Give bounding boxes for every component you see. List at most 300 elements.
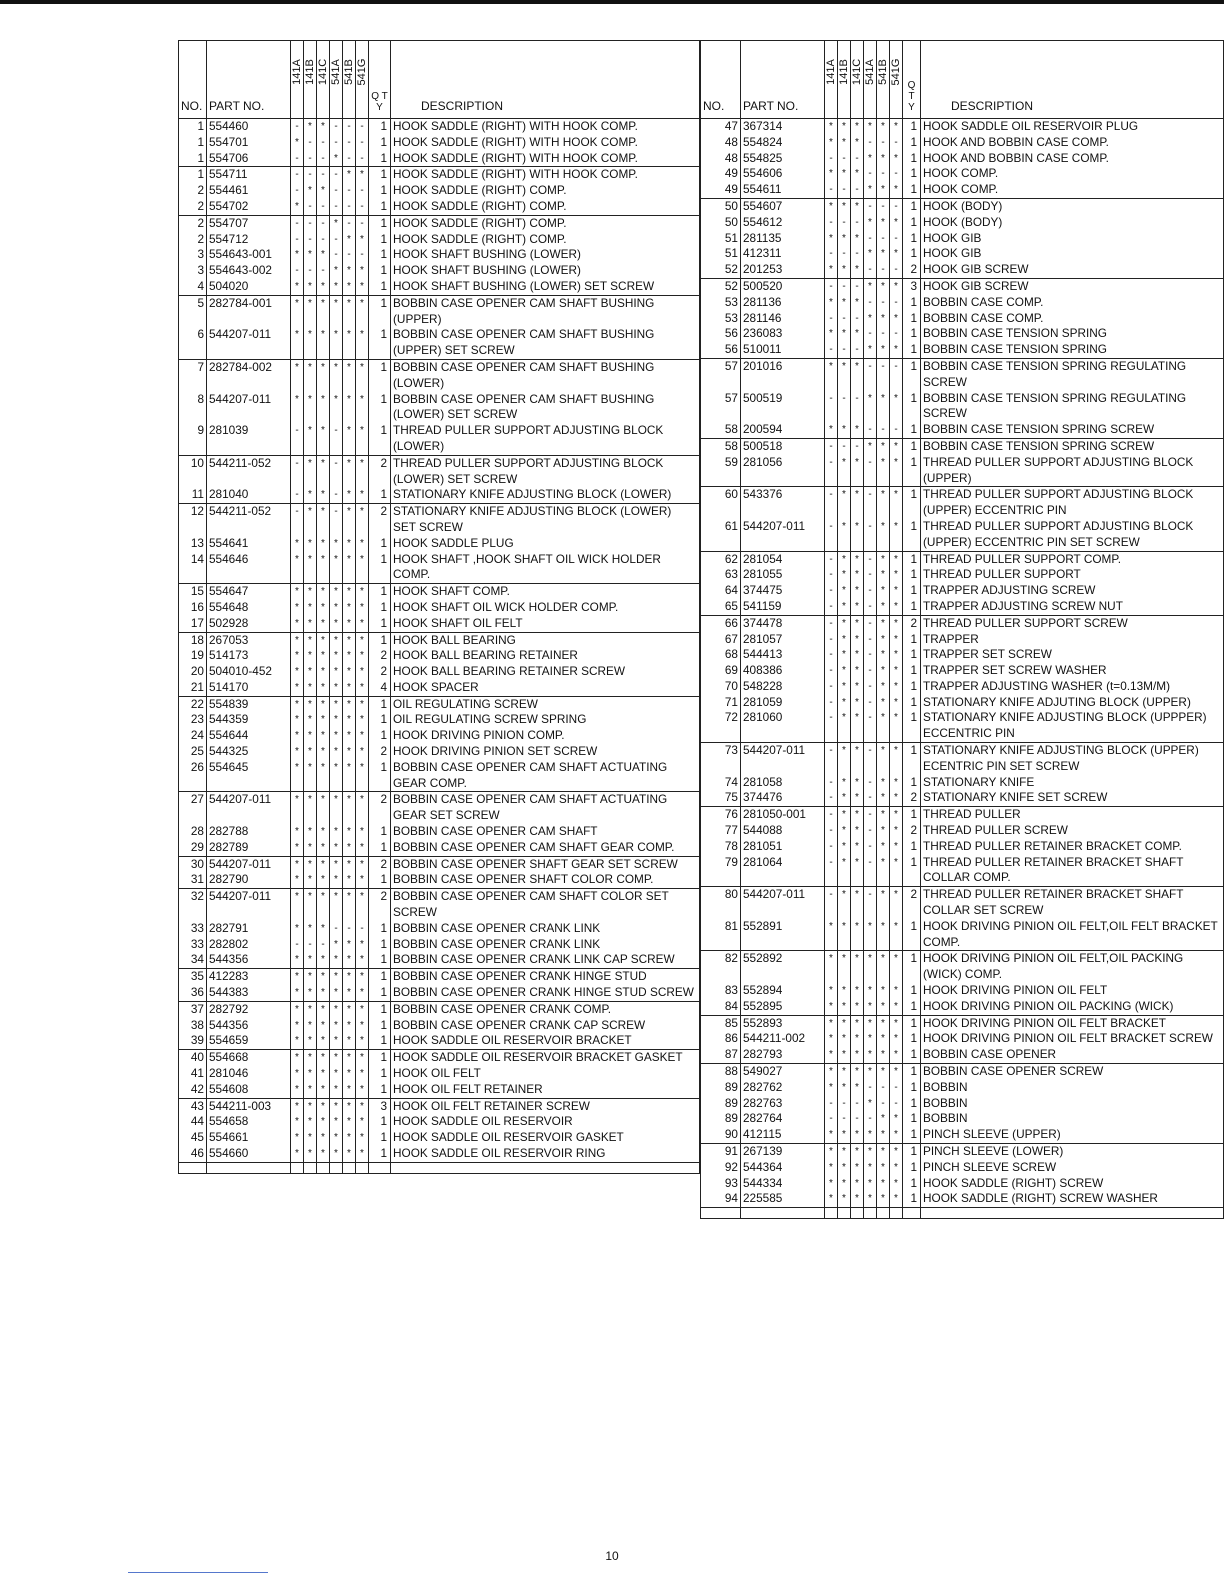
item-no: 23: [179, 712, 207, 728]
model-mark: -: [317, 215, 330, 231]
item-no: 53: [701, 295, 741, 311]
item-no: 8: [179, 392, 207, 424]
item-no: 12: [179, 504, 207, 536]
item-no: 27: [179, 792, 207, 824]
model-mark: *: [851, 1160, 864, 1176]
description: THREAD PULLER SUPPORT ADJUSTING BLOCK (UPPER): [921, 455, 1224, 487]
empty-cell: [890, 1208, 903, 1219]
model-mark: *: [890, 1191, 903, 1207]
model-mark: *: [356, 1130, 369, 1146]
item-no: 94: [701, 1191, 741, 1207]
table-row: [179, 423, 700, 455]
quantity: 1: [369, 985, 391, 1001]
model-mark: *: [304, 600, 317, 616]
model-mark: *: [877, 182, 890, 198]
model-mark: -: [864, 679, 877, 695]
model-mark: *: [890, 182, 903, 198]
description: HOOK SHAFT OIL FELT: [391, 616, 700, 632]
quantity: 1: [903, 438, 921, 454]
model-mark: *: [356, 985, 369, 1001]
model-mark: *: [304, 1050, 317, 1066]
model-mark: -: [890, 1080, 903, 1096]
model-mark: -: [825, 567, 838, 583]
quantity: 1: [369, 952, 391, 968]
model-mark: *: [825, 166, 838, 182]
model-mark: *: [330, 712, 343, 728]
model-mark: *: [317, 295, 330, 327]
quantity: 2: [903, 823, 921, 839]
quantity: 2: [369, 856, 391, 872]
quantity: 1: [369, 279, 391, 295]
item-no: 21: [179, 680, 207, 696]
model-mark: -: [343, 921, 356, 937]
model-mark: -: [838, 182, 851, 198]
quantity: 1: [903, 567, 921, 583]
model-mark: *: [825, 119, 838, 135]
item-no: 42: [179, 1082, 207, 1098]
model-mark: *: [304, 969, 317, 985]
model-mark: *: [356, 824, 369, 840]
model-mark: *: [304, 952, 317, 968]
item-no: 1: [179, 135, 207, 151]
quantity: 1: [369, 584, 391, 600]
part-no: 281054: [741, 551, 825, 567]
description: PINCH SLEEVE (UPPER): [921, 1127, 1224, 1143]
model-mark: *: [343, 584, 356, 600]
model-mark: -: [343, 215, 356, 231]
model-mark: *: [825, 1015, 838, 1031]
model-mark: *: [291, 616, 304, 632]
model-mark: *: [877, 246, 890, 262]
table-row: [701, 455, 1224, 487]
part-no: 282792: [207, 1001, 291, 1017]
model-mark: -: [864, 663, 877, 679]
quantity: 1: [903, 246, 921, 262]
model-mark: -: [291, 183, 304, 199]
model-mark: *: [838, 326, 851, 342]
item-no: 74: [701, 775, 741, 791]
item-no: 70: [701, 679, 741, 695]
model-mark: *: [304, 584, 317, 600]
part-no: 548228: [741, 679, 825, 695]
item-no: 24: [179, 728, 207, 744]
model-mark: *: [343, 552, 356, 584]
model-mark: -: [890, 166, 903, 182]
part-no: 408386: [741, 663, 825, 679]
item-no: 25: [179, 744, 207, 760]
model-mark: *: [356, 392, 369, 424]
quantity: 2: [903, 790, 921, 806]
table-row: [701, 311, 1224, 327]
model-mark: *: [330, 872, 343, 888]
model-mark: -: [864, 743, 877, 775]
model-mark: *: [304, 1130, 317, 1146]
model-mark: *: [304, 327, 317, 359]
table-row: [701, 743, 1224, 775]
model-mark: *: [330, 295, 343, 327]
model-mark: *: [291, 600, 304, 616]
model-mark: *: [356, 680, 369, 696]
model-mark: -: [330, 135, 343, 151]
model-mark: *: [330, 632, 343, 648]
model-mark: -: [317, 199, 330, 215]
model-mark: *: [291, 648, 304, 664]
quantity: 1: [903, 743, 921, 775]
empty-cell: [921, 1208, 1224, 1219]
item-no: 3: [179, 247, 207, 263]
part-no: 281146: [741, 311, 825, 327]
model-mark: -: [825, 342, 838, 358]
table-row: [179, 1050, 700, 1066]
quantity: 1: [903, 151, 921, 167]
model-mark: *: [877, 710, 890, 742]
model-mark: -: [864, 295, 877, 311]
table-row: [701, 1160, 1224, 1176]
model-mark: *: [890, 855, 903, 887]
quantity: 1: [903, 1064, 921, 1080]
model-mark: *: [343, 824, 356, 840]
model-mark: *: [356, 1050, 369, 1066]
model-mark: -: [851, 1096, 864, 1112]
model-mark: *: [877, 647, 890, 663]
table-row: [179, 151, 700, 167]
model-mark: *: [291, 696, 304, 712]
item-no: 51: [701, 246, 741, 262]
quantity: 1: [903, 358, 921, 390]
model-mark: -: [343, 199, 356, 215]
model-mark: *: [330, 728, 343, 744]
model-mark: -: [825, 710, 838, 742]
table-header: [179, 41, 700, 119]
model-mark: *: [864, 342, 877, 358]
empty-cell: [179, 1162, 207, 1173]
quantity: 1: [369, 232, 391, 248]
model-mark: *: [356, 696, 369, 712]
model-mark: *: [317, 760, 330, 792]
model-mark: *: [851, 487, 864, 519]
model-mark: -: [304, 167, 317, 183]
table-row: [179, 872, 700, 888]
model-mark: *: [838, 358, 851, 390]
item-no: 16: [179, 600, 207, 616]
model-mark: -: [851, 311, 864, 327]
model-mark: *: [317, 969, 330, 985]
model-mark: *: [317, 1001, 330, 1017]
model-mark: *: [343, 712, 356, 728]
description: HOOK DRIVING PINION OIL FELT,OIL PACKING (WICK) COMP.: [921, 951, 1224, 983]
part-no: 374478: [741, 615, 825, 631]
table-row: [701, 663, 1224, 679]
model-mark: -: [838, 1096, 851, 1112]
quantity: 2: [369, 648, 391, 664]
model-mark: *: [291, 247, 304, 263]
part-no: 544356: [207, 952, 291, 968]
description: HOOK GIB SCREW: [921, 278, 1224, 294]
description: HOOK GIB: [921, 231, 1224, 247]
model-mark: -: [864, 632, 877, 648]
model-mark: *: [864, 182, 877, 198]
description: HOOK OIL FELT RETAINER SCREW: [391, 1098, 700, 1114]
model-mark: *: [838, 1127, 851, 1143]
model-mark: *: [890, 710, 903, 742]
model-mark: -: [864, 710, 877, 742]
quantity: 1: [903, 1144, 921, 1160]
item-no: 58: [701, 422, 741, 438]
table-row: [701, 295, 1224, 311]
empty-cell: [304, 1162, 317, 1173]
model-mark: *: [343, 1146, 356, 1162]
item-no: 67: [701, 632, 741, 648]
quantity: 1: [903, 599, 921, 615]
model-mark: *: [356, 359, 369, 391]
part-no: 554641: [207, 536, 291, 552]
model-mark: *: [877, 999, 890, 1015]
quantity: 1: [369, 921, 391, 937]
quantity: 1: [369, 1114, 391, 1130]
description: TRAPPER SET SCREW WASHER: [921, 663, 1224, 679]
item-no: 33: [179, 937, 207, 953]
description: TRAPPER: [921, 632, 1224, 648]
model-mark: *: [838, 790, 851, 806]
model-mark: -: [825, 599, 838, 615]
top-border: [0, 0, 1224, 4]
model-mark: -: [343, 247, 356, 263]
model-mark: *: [851, 855, 864, 887]
model-mark: *: [304, 1082, 317, 1098]
table-row: [179, 584, 700, 600]
model-mark: *: [890, 807, 903, 823]
description: THREAD PULLER SUPPORT ADJUSTING BLOCK (UPPER) ECCENTRIC PIN: [921, 487, 1224, 519]
part-no: 554644: [207, 728, 291, 744]
model-mark: *: [343, 648, 356, 664]
quantity: 1: [369, 247, 391, 263]
model-mark: -: [877, 198, 890, 214]
model-mark: *: [851, 567, 864, 583]
model-mark: *: [838, 551, 851, 567]
empty-cell: [369, 1162, 391, 1173]
model-mark: -: [877, 1080, 890, 1096]
part-no: 554660: [207, 1146, 291, 1162]
model-mark: *: [877, 455, 890, 487]
model-mark: *: [330, 600, 343, 616]
model-mark: *: [343, 889, 356, 921]
description: BOBBIN CASE OPENER CAM SHAFT BUSHING (UPPER): [391, 295, 700, 327]
item-no: 93: [701, 1176, 741, 1192]
model-mark: *: [343, 167, 356, 183]
part-no: 282790: [207, 872, 291, 888]
item-no: 78: [701, 839, 741, 855]
table-row: [179, 279, 700, 295]
description: PINCH SLEEVE SCREW: [921, 1160, 1224, 1176]
part-no: 281056: [741, 455, 825, 487]
model-mark: *: [864, 1064, 877, 1080]
description: HOOK SHAFT OIL WICK HOLDER COMP.: [391, 600, 700, 616]
item-no: 36: [179, 985, 207, 1001]
description: BOBBIN CASE OPENER CRANK COMP.: [391, 1001, 700, 1017]
description: BOBBIN: [921, 1080, 1224, 1096]
table-row: [179, 1098, 700, 1114]
table-row: [701, 583, 1224, 599]
table-row: [701, 823, 1224, 839]
model-mark: *: [343, 792, 356, 824]
quantity: 1: [903, 855, 921, 887]
model-mark: -: [877, 326, 890, 342]
item-no: 50: [701, 198, 741, 214]
model-mark: -: [864, 135, 877, 151]
model-mark: -: [825, 839, 838, 855]
part-no: 367314: [741, 119, 825, 135]
model-mark: *: [864, 438, 877, 454]
item-no: 79: [701, 855, 741, 887]
description: HOOK COMP.: [921, 166, 1224, 182]
model-mark: *: [356, 664, 369, 680]
part-no: 554460: [207, 119, 291, 135]
header-model: 141B: [304, 41, 317, 119]
description: TRAPPER ADJUSTING WASHER (t=0.13M/M): [921, 679, 1224, 695]
model-mark: -: [291, 119, 304, 135]
model-mark: *: [291, 327, 304, 359]
header-model: 541G: [890, 41, 903, 119]
item-no: 57: [701, 358, 741, 390]
quantity: 4: [369, 680, 391, 696]
model-mark: *: [356, 232, 369, 248]
table-row: [179, 1130, 700, 1146]
item-no: 50: [701, 215, 741, 231]
model-mark: *: [304, 1033, 317, 1049]
model-mark: *: [851, 166, 864, 182]
model-mark: *: [291, 840, 304, 856]
model-mark: *: [356, 744, 369, 760]
model-mark: *: [317, 632, 330, 648]
description: HOOK SADDLE (RIGHT) SCREW WASHER: [921, 1191, 1224, 1207]
model-mark: *: [825, 1176, 838, 1192]
model-mark: *: [356, 167, 369, 183]
model-mark: -: [864, 790, 877, 806]
item-no: 46: [179, 1146, 207, 1162]
table-row: [701, 1127, 1224, 1143]
item-no: 18: [179, 632, 207, 648]
part-no: 281040: [207, 487, 291, 503]
model-mark: *: [877, 695, 890, 711]
model-mark: *: [291, 889, 304, 921]
item-no: 3: [179, 263, 207, 279]
model-mark: -: [825, 823, 838, 839]
model-mark: -: [330, 247, 343, 263]
model-mark: -: [864, 599, 877, 615]
quantity: 1: [369, 199, 391, 215]
model-mark: *: [330, 680, 343, 696]
model-mark: *: [330, 856, 343, 872]
quantity: 1: [903, 231, 921, 247]
model-mark: *: [877, 679, 890, 695]
description: HOOK SADDLE OIL RESERVOIR BRACKET: [391, 1033, 700, 1049]
model-mark: *: [317, 455, 330, 487]
model-mark: *: [825, 326, 838, 342]
model-mark: *: [330, 985, 343, 1001]
model-mark: -: [356, 135, 369, 151]
model-mark: *: [851, 919, 864, 951]
model-mark: *: [864, 1031, 877, 1047]
quantity: 1: [369, 423, 391, 455]
model-mark: -: [356, 199, 369, 215]
model-mark: -: [890, 262, 903, 278]
part-no: 552893: [741, 1015, 825, 1031]
part-no: 554712: [207, 232, 291, 248]
header-model: 141C: [317, 41, 330, 119]
description: BOBBIN CASE OPENER CAM SHAFT COLOR SET SCREW: [391, 889, 700, 921]
model-mark: -: [864, 823, 877, 839]
description: BOBBIN CASE OPENER SHAFT GEAR SET SCREW: [391, 856, 700, 872]
model-mark: *: [343, 1114, 356, 1130]
model-mark: *: [356, 792, 369, 824]
header-description: DESCRIPTION: [921, 41, 1224, 119]
part-no: 282789: [207, 840, 291, 856]
model-mark: *: [838, 663, 851, 679]
quantity: 1: [369, 183, 391, 199]
model-mark: *: [851, 295, 864, 311]
model-mark: *: [317, 1050, 330, 1066]
model-mark: -: [877, 135, 890, 151]
model-mark: *: [877, 1127, 890, 1143]
model-mark: *: [877, 743, 890, 775]
empty-cell: [317, 1162, 330, 1173]
part-no: 281136: [741, 295, 825, 311]
model-mark: *: [825, 919, 838, 951]
part-no: 554461: [207, 183, 291, 199]
quantity: 1: [903, 951, 921, 983]
model-mark: *: [877, 775, 890, 791]
quantity: 1: [903, 710, 921, 742]
table-row: [701, 790, 1224, 806]
table-row: [179, 487, 700, 503]
empty-cell: [838, 1208, 851, 1219]
model-mark: *: [343, 327, 356, 359]
model-mark: *: [890, 919, 903, 951]
model-mark: *: [877, 551, 890, 567]
model-mark: *: [304, 856, 317, 872]
description: BOBBIN CASE OPENER SHAFT COLOR COMP.: [391, 872, 700, 888]
empty-cell: [207, 1162, 291, 1173]
item-no: 90: [701, 1127, 741, 1143]
description: BOBBIN CASE OPENER CAM SHAFT BUSHING (LOWER) SET SCREW: [391, 392, 700, 424]
model-mark: *: [343, 423, 356, 455]
model-mark: -: [291, 504, 304, 536]
model-mark: *: [343, 937, 356, 953]
model-mark: *: [838, 1191, 851, 1207]
model-mark: *: [356, 937, 369, 953]
model-mark: *: [304, 824, 317, 840]
table-row: [179, 840, 700, 856]
table-row: [701, 182, 1224, 198]
model-mark: *: [291, 392, 304, 424]
table-row: [179, 1001, 700, 1017]
description: TRAPPER ADJUSTING SCREW NUT: [921, 599, 1224, 615]
model-mark: *: [317, 487, 330, 503]
description: STATIONARY KNIFE ADJUTING BLOCK (UPPER): [921, 695, 1224, 711]
model-mark: *: [877, 567, 890, 583]
model-mark: *: [317, 728, 330, 744]
description: STATIONARY KNIFE ADJUSTING BLOCK (UPPPER) ECCENTRIC PIN: [921, 710, 1224, 742]
quantity: 1: [369, 937, 391, 953]
model-mark: *: [356, 295, 369, 327]
model-mark: *: [838, 583, 851, 599]
model-mark: *: [851, 823, 864, 839]
quantity: 1: [369, 119, 391, 135]
model-mark: *: [851, 1144, 864, 1160]
model-mark: *: [291, 664, 304, 680]
part-no: 544364: [741, 1160, 825, 1176]
model-mark: *: [343, 536, 356, 552]
